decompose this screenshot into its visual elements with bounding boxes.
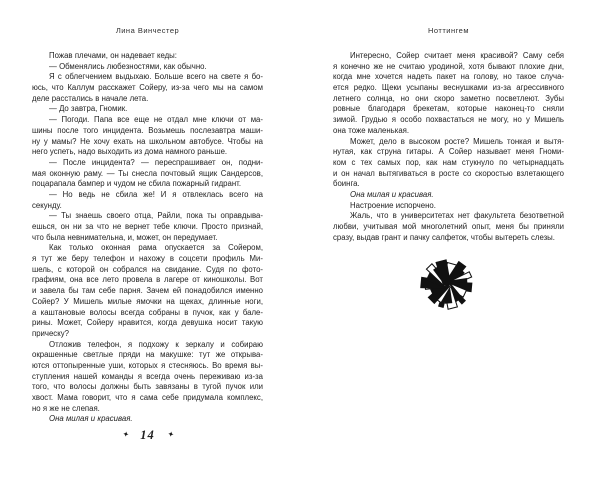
text-line: прическу? bbox=[32, 328, 69, 338]
text-line: юсь, что Каллум расскажет Сойеру, из-за чего мы на самом bbox=[32, 83, 263, 93]
text-line: ешься, он ни за что не вернет тебе ключи. Просто признай, bbox=[32, 222, 263, 231]
text-line: — Ты знаешь своего отца, Райли, пока ты оправдыва- bbox=[49, 211, 263, 221]
text-line: ступления нашей команды я всегда очень переживаю из-за bbox=[32, 371, 263, 381]
right-page-text bbox=[333, 51, 564, 243]
text-line: любви, учитывая мой многолетний опыт, меня бы приняли bbox=[333, 222, 564, 231]
text-line: Как только оконная рама опускается за Сойером, bbox=[49, 243, 263, 253]
text-line: и он начал вытягиваться в росте со скоростью взлетающего bbox=[333, 168, 564, 178]
pom-pom-illustration bbox=[414, 250, 480, 320]
text-line: хвост. Мама говорит, что я сама себе придумала комплекс, bbox=[32, 393, 263, 402]
text-line: шель, с которой он собрался на свидание. Судя по фото- bbox=[32, 264, 263, 274]
text-line: него успеть, надо выходить из дома намного раньше. bbox=[32, 147, 228, 157]
text-line: но я же не слепая. bbox=[32, 403, 100, 413]
text-line: Может, дело в высоком росте? Мишель тонкая и вытя- bbox=[350, 136, 564, 146]
text-line: ком с тех самых пор, как нам стукнуло по четырнадцать bbox=[333, 157, 564, 167]
sparkle-icon: ✦ bbox=[121, 429, 130, 440]
text-line: Отложив телефон, я подхожу к зеркалу и собираю bbox=[49, 339, 263, 349]
text-line: — Погоди. Папа все еще не отдал мне ключи от ма- bbox=[49, 115, 263, 125]
text-line: и завела бы там себе парня. Зачем ей понадобился именно bbox=[32, 286, 263, 296]
text-line: Пожав плечами, он надевает кеды: bbox=[49, 51, 177, 60]
text-line: Сойер? У Мишель милые ямочки на щеках, длинные ноги, bbox=[32, 296, 263, 306]
text-line: Она милая и красивая. bbox=[49, 414, 133, 424]
text-line: нутая, как струна гитары. А Сойер называет меня Гноми- bbox=[333, 147, 564, 157]
text-line: окрашенные светлые пряди на макушке: тут же открыва- bbox=[32, 350, 263, 360]
text-line: я конечно же не считаю уродиной, хотя бывают плохие дни, bbox=[333, 61, 564, 71]
text-line: — Обменялись любезностями, как обычно. bbox=[49, 61, 207, 71]
text-line: — До завтра, Гномик. bbox=[49, 104, 128, 114]
text-line: ется редко. Щеки усыпаны веснушками из-за агрессивного bbox=[333, 83, 564, 93]
text-line: она тоже маленькая. bbox=[333, 125, 410, 135]
text-line: рины. Может, Сойеру нравится, когда девушка носит такую bbox=[32, 318, 263, 328]
text-line: Интересно, Сойер считает меня красивой? Саму себя bbox=[350, 51, 564, 60]
text-line: секунду. bbox=[32, 200, 62, 210]
text-line: ются оттопыренные уши, которых я стесняюсь. Во время вы- bbox=[32, 360, 263, 370]
running-head-author: Лина Винчестер bbox=[115, 26, 180, 35]
text-line: шины после того инцидента. Возьмешь послезавтра маши- bbox=[32, 125, 263, 135]
text-line: зимой. Грудью я особо похвастаться не могу, но у Мишель bbox=[333, 115, 564, 125]
text-line: — Но ведь не сбила же! И я отвлеклась всего на bbox=[49, 189, 263, 199]
text-line: а каштановые волосы всегда собраны в пучок, как у бале- bbox=[32, 307, 263, 317]
text-line: поцарапала бампер и чудом не сбила пожарный гидрант. bbox=[32, 179, 241, 189]
text-line: Настроение испорчено. bbox=[350, 200, 436, 210]
text-line: ну у мамы? Не хочу ехать на школьном автобусе. Чтобы на bbox=[32, 136, 263, 146]
text-line: боинга. bbox=[333, 179, 360, 189]
text-line: Жаль, что в университетах нет факультета безответной bbox=[350, 211, 564, 221]
text-line: когда мне хочется надеть пакет на голову, но такое случа- bbox=[333, 72, 564, 82]
text-line: деле расстались в начале лета. bbox=[32, 93, 149, 103]
text-line: ровные благодаря брекетам, которые наконец-то сняли bbox=[333, 104, 564, 114]
page-number: 14 bbox=[140, 428, 155, 442]
text-line: Я с облегчением выдыхаю. Больше всего на свете я бо- bbox=[49, 72, 263, 82]
text-line: мая оконную раму. — Ты снесла почтовый ящик Сандерсов, bbox=[32, 168, 263, 178]
pom-pom-icon bbox=[414, 250, 480, 320]
left-page bbox=[32, 0, 263, 484]
text-line: Она милая и красивая. bbox=[350, 189, 434, 199]
text-line: что была невнимательна, и, может, он передумает. bbox=[32, 232, 218, 242]
text-line: того, что волосы должны быть завязаны в тугой пучок или bbox=[32, 382, 263, 392]
page-footer bbox=[32, 426, 263, 444]
right-page bbox=[333, 0, 564, 484]
sparkle-icon: ✦ bbox=[166, 429, 175, 440]
left-page-text bbox=[32, 51, 263, 425]
text-line: — После инцидента? — переспрашивает он, подни- bbox=[49, 157, 263, 167]
text-line: летнего солнца, но они скоро заметно посветлеют. Зубы bbox=[333, 93, 564, 103]
text-line: я тут же беру телефон и нахожу в соцсети профиль Ми- bbox=[32, 254, 263, 264]
running-head-title: Ноттингем bbox=[427, 26, 470, 35]
text-line: графиям, она все лето провела в лагере от киношколы. Вот bbox=[32, 275, 263, 285]
text-line: сразу, выдав грант и пачку салфеток, чтобы вытереть слезы. bbox=[333, 232, 555, 242]
